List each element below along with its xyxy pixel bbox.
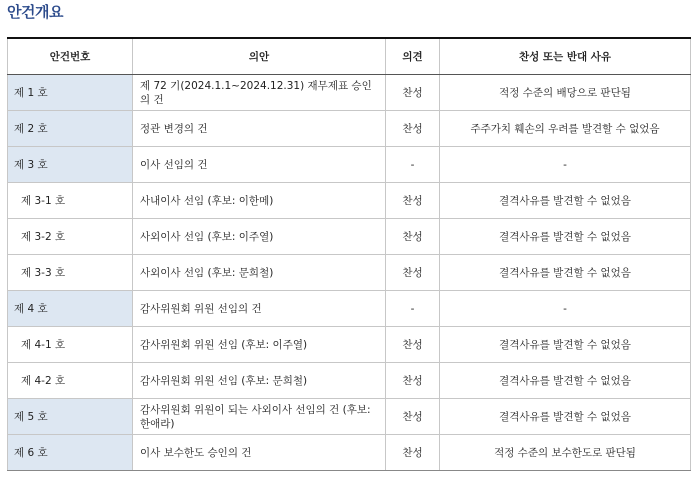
agenda-text: 사외이사 선임 (후보: 문희철): [133, 255, 386, 291]
section-title: 안건개요: [7, 3, 63, 21]
agenda-reason: -: [440, 291, 691, 327]
table-row: [8, 75, 691, 111]
agenda-opinion: 찬성: [386, 219, 440, 255]
agenda-number: 제 6 호: [8, 435, 133, 471]
table-row: [8, 183, 691, 219]
agenda-text: 감사위원회 위원 선임 (후보: 문희철): [133, 363, 386, 399]
header-agenda-number: 안건번호: [8, 38, 133, 75]
agenda-number: 제 3-3 호: [8, 255, 133, 291]
header-opinion: 의견: [386, 38, 440, 75]
table-header-row: [8, 38, 691, 75]
agenda-number: 제 3 호: [8, 147, 133, 183]
agenda-text: 제 72 기(2024.1.1~2024.12.31) 재무제표 승인의 건: [133, 75, 386, 111]
agenda-opinion: 찬성: [386, 183, 440, 219]
table-row: [8, 399, 691, 435]
table-row: [8, 363, 691, 399]
agenda-text: 감사위원회 위원 선임의 건: [133, 291, 386, 327]
agenda-opinion: 찬성: [386, 327, 440, 363]
agenda-number: 제 3-2 호: [8, 219, 133, 255]
agenda-text: 감사위원회 위원이 되는 사외이사 선임의 건 (후보: 한애라): [133, 399, 386, 435]
table-row: [8, 111, 691, 147]
agenda-reason: -: [440, 147, 691, 183]
header-reason: 찬성 또는 반대 사유: [440, 38, 691, 75]
agenda-reason: 결격사유를 발견할 수 없었음: [440, 363, 691, 399]
agenda-opinion: 찬성: [386, 255, 440, 291]
agenda-number: 제 3-1 호: [8, 183, 133, 219]
agenda-reason: 결격사유를 발견할 수 없었음: [440, 183, 691, 219]
agenda-opinion: 찬성: [386, 111, 440, 147]
table-row: [8, 255, 691, 291]
agenda-number: 제 5 호: [8, 399, 133, 435]
agenda-text: 정관 변경의 건: [133, 111, 386, 147]
agenda-reason: 결격사유를 발견할 수 없었음: [440, 327, 691, 363]
agenda-text: 이사 보수한도 승인의 건: [133, 435, 386, 471]
header-agenda: 의안: [133, 38, 386, 75]
agenda-text: 사외이사 선임 (후보: 이주열): [133, 219, 386, 255]
agenda-text: 이사 선임의 건: [133, 147, 386, 183]
table-row: [8, 291, 691, 327]
agenda-number: 제 2 호: [8, 111, 133, 147]
agenda-table: [7, 37, 691, 471]
agenda-reason: 결격사유를 발견할 수 없었음: [440, 399, 691, 435]
table-row: [8, 435, 691, 471]
agenda-reason: 적정 수준의 배당으로 판단됨: [440, 75, 691, 111]
agenda-reason: 결격사유를 발견할 수 없었음: [440, 219, 691, 255]
agenda-opinion: 찬성: [386, 399, 440, 435]
agenda-reason: 적정 수준의 보수한도로 판단됨: [440, 435, 691, 471]
agenda-opinion: 찬성: [386, 75, 440, 111]
table-row: [8, 147, 691, 183]
table-row: [8, 327, 691, 363]
agenda-number: 제 4-2 호: [8, 363, 133, 399]
agenda-text: 사내이사 선임 (후보: 이한메): [133, 183, 386, 219]
agenda-reason: 결격사유를 발견할 수 없었음: [440, 255, 691, 291]
table-row: [8, 219, 691, 255]
agenda-reason: 주주가치 훼손의 우려를 발견할 수 없었음: [440, 111, 691, 147]
agenda-opinion: 찬성: [386, 435, 440, 471]
agenda-number: 제 4 호: [8, 291, 133, 327]
agenda-opinion: -: [386, 147, 440, 183]
agenda-number: 제 1 호: [8, 75, 133, 111]
agenda-number: 제 4-1 호: [8, 327, 133, 363]
agenda-opinion: -: [386, 291, 440, 327]
agenda-opinion: 찬성: [386, 363, 440, 399]
agenda-text: 감사위원회 위원 선임 (후보: 이주열): [133, 327, 386, 363]
